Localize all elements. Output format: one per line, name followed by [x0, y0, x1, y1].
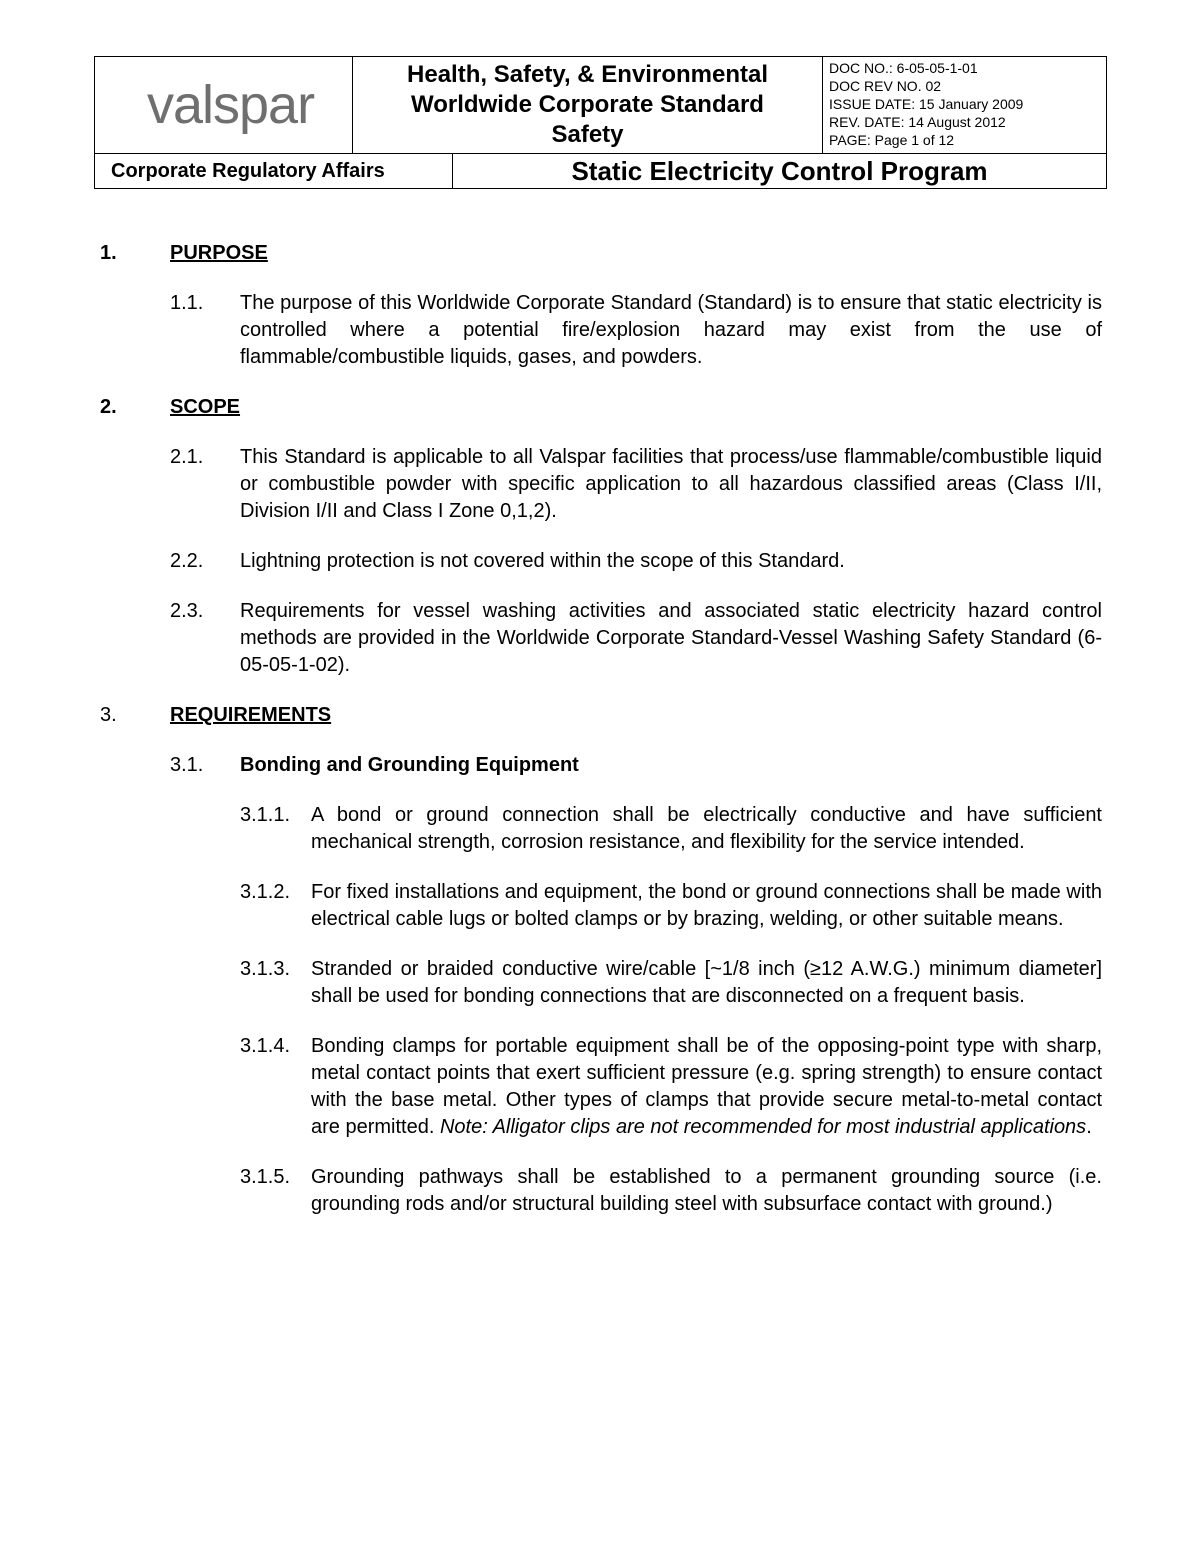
clause — [0, 548, 1200, 575]
logo-cell — [95, 57, 353, 154]
clause-number: 1.1. — [170, 292, 204, 314]
clause — [0, 290, 1200, 371]
clause — [0, 802, 1200, 856]
valspar-logo: valspar — [147, 75, 315, 135]
clause-number: 2.2. — [170, 550, 204, 572]
title-line-1: Health, Safety, & Environmental — [407, 61, 768, 88]
subsection-heading — [0, 752, 1200, 779]
clause-number: 3.1.1. — [240, 804, 291, 826]
doc-number: DOC NO.: 6-05-05-1-01 — [829, 60, 978, 76]
clause-text: Grounding pathways shall be established to a permanent grounding source (i.e. grounding rods and/or structural building steel with subsurface contact with ground.) — [311, 1166, 1102, 1215]
clause-number: 3.1.4. — [240, 1035, 291, 1057]
header-title — [353, 57, 823, 154]
document-header — [94, 56, 1107, 189]
clause — [0, 1033, 1200, 1141]
clause — [0, 879, 1200, 933]
clause-text: The purpose of this Worldwide Corporate Standard (Standard) is to ensure that static electricity is controlled where a potential fire/explosion hazard may exist from the use of flammable/combustible liquids, gases, and powders. — [240, 292, 1102, 368]
clause — [0, 598, 1200, 679]
clause — [0, 1164, 1200, 1218]
section-scope — [0, 394, 1200, 679]
program-title: Static Electricity Control Program — [453, 154, 1107, 189]
subsection-title: Bonding and Grounding Equipment — [240, 754, 579, 776]
issue-date: ISSUE DATE: 15 January 2009 — [829, 96, 1024, 112]
clause-text: A bond or ground connection shall be electrically conductive and have sufficient mechanical strength, corrosion resistance, and flexibility for the service intended. — [311, 804, 1102, 853]
clause — [0, 956, 1200, 1010]
title-line-2: Worldwide Corporate Standard — [411, 91, 764, 118]
section-number: 2. — [100, 396, 117, 418]
clause-text: Bonding clamps for portable equipment shall be of the opposing-point type with sharp, metal contact points that exert sufficient pressure (e.g. spring strength) to ensure contact with the base metal. Other types of clamps that provide secure metal-to-metal contact are permitted. — [311, 1035, 1102, 1138]
clause-number: 2.3. — [170, 600, 204, 622]
clause-text-container — [311, 1033, 1102, 1141]
doc-revision: DOC REV NO. 02 — [829, 78, 942, 94]
document-body — [0, 240, 1200, 1241]
clause-text: This Standard is applicable to all Valspar facilities that process/use flammable/combustible liquid or combustible powder with specific application to all hazardous classified areas (Class I/II, Division I/II and Class I Zone 0,1,2). — [240, 446, 1102, 522]
revision-date: REV. DATE: 14 August 2012 — [829, 114, 1006, 130]
section-title: REQUIREMENTS — [170, 704, 332, 726]
clause-text: Lightning protection is not covered within the scope of this Standard. — [240, 550, 845, 572]
title-line-3: Safety — [551, 121, 624, 148]
section-purpose — [0, 240, 1200, 371]
clause-number: 2.1. — [170, 446, 204, 468]
clause-text: Stranded or braided conductive wire/cable [~1/8 inch (≥12 A.W.G.) minimum diameter] shall be used for bonding connections that are disconnected on a frequent basis. — [311, 958, 1102, 1007]
page-number: PAGE: Page 1 of 12 — [829, 132, 955, 148]
subsection-number: 3.1. — [170, 754, 204, 776]
department-label: Corporate Regulatory Affairs — [95, 154, 453, 189]
section-title: PURPOSE — [170, 242, 268, 264]
clause-note: Note: Alligator clips are not recommended for most industrial applications — [439, 1116, 1087, 1138]
clause — [0, 444, 1200, 525]
section-requirements — [0, 702, 1200, 1218]
clause-note-end: . — [1086, 1116, 1092, 1138]
section-number: 3. — [100, 704, 117, 726]
clause-number: 3.1.2. — [240, 881, 291, 903]
clause-number: 3.1.3. — [240, 958, 291, 980]
doc-info — [823, 57, 1107, 154]
section-title: SCOPE — [170, 396, 241, 418]
section-number: 1. — [100, 242, 117, 264]
clause-text: Requirements for vessel washing activities and associated static electricity hazard control methods are provided in the Worldwide Corporate Standard-Vessel Washing Safety Standard (6-05-05-1-02). — [240, 600, 1102, 676]
clause-text: For fixed installations and equipment, the bond or ground connections shall be made with electrical cable lugs or bolted clamps or by brazing, welding, or other suitable means. — [311, 881, 1102, 930]
clause-number: 3.1.5. — [240, 1166, 291, 1188]
